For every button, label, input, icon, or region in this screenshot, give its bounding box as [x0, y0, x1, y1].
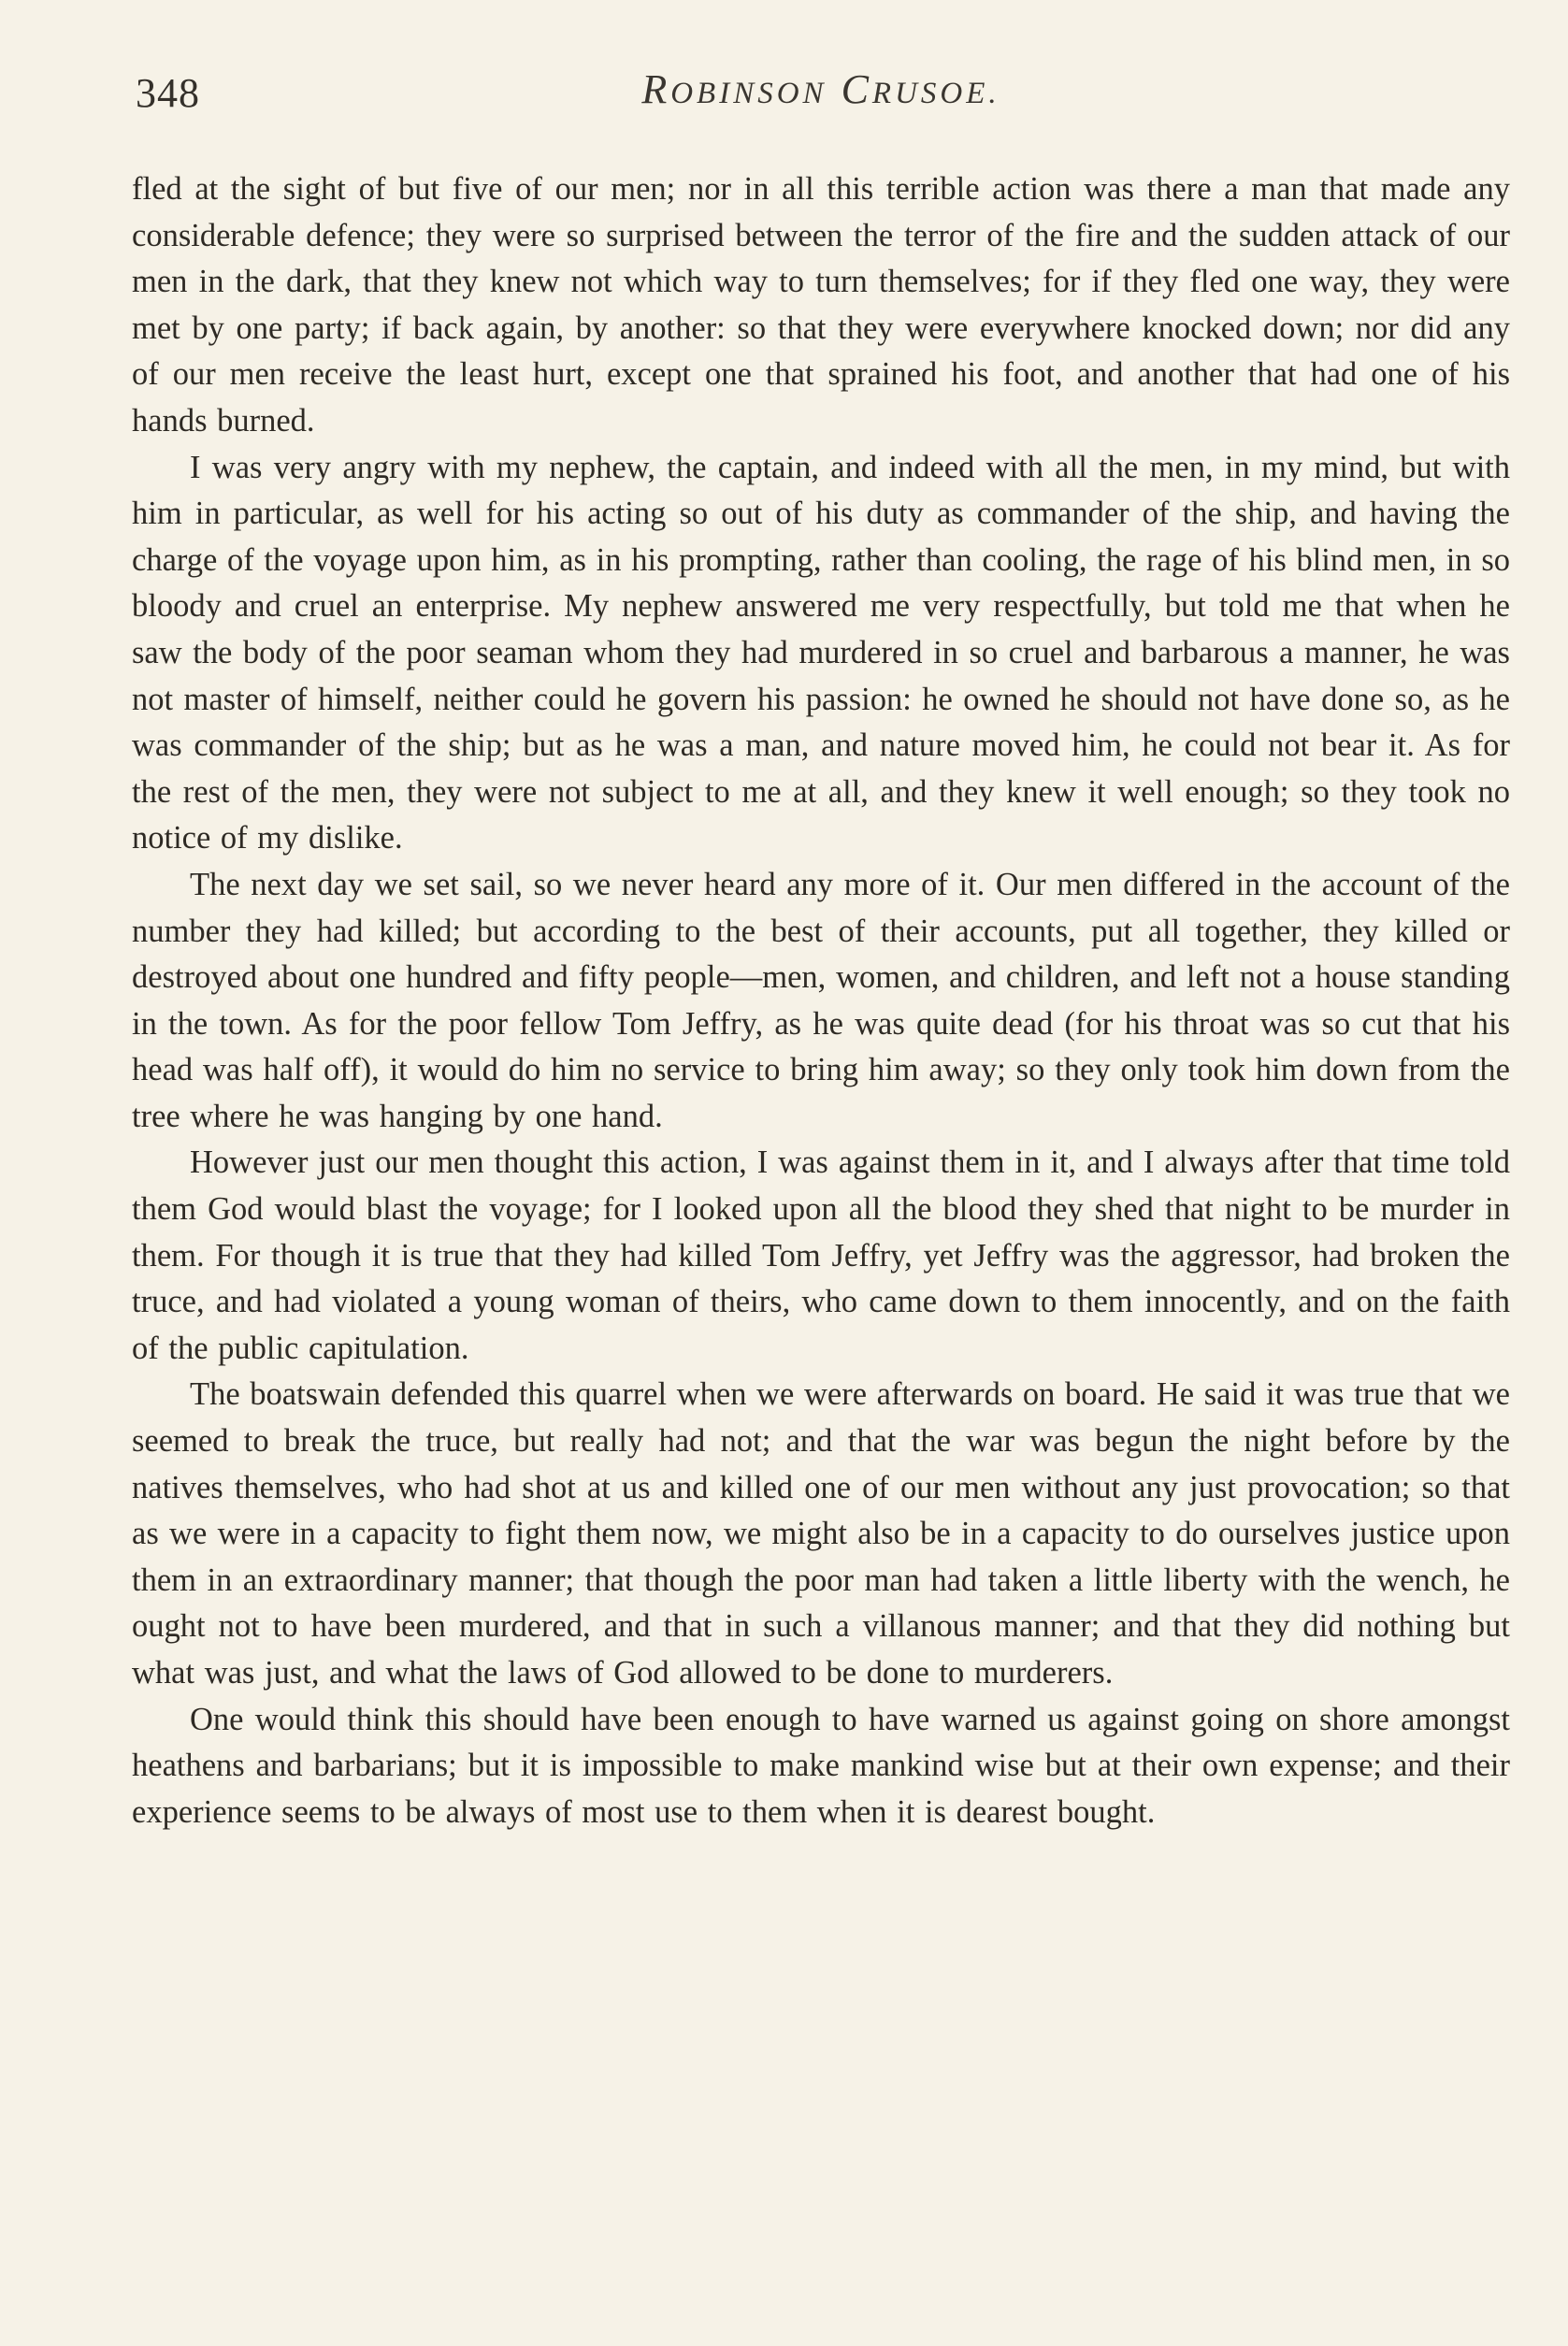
title-space: [827, 66, 842, 112]
title-initial-1: R: [641, 66, 671, 112]
paragraph-3: The next day we set sail, so we never heard any more of it. Our men differed in the account of the number they had killed; but according to the best of their accounts, put all together, they killed or destroyed about one hundred and fifty people—men, women, and children, and left not a house standing in the town. As for the poor fellow Tom Jeffry, as he was quite dead (for his throat was so cut that his head was half off), it would do him no service to bring him away; so they only took him down from the tree where he was hanging by one hand.: [132, 866, 1510, 1134]
body-text: [132, 166, 1510, 1835]
paragraph-2: I was very angry with my nephew, the captain, and indeed with all the men, in my mind, but with him in particular, as well for his acting so out of his duty as commander of the ship, and having the charge of the voyage upon him, as in his prompting, rather than cooling, the rage of his blind men, in so bloody and cruel an enterprise. My nephew answered me very respectfully, but told me that when he saw the body of the poor seaman whom they had murdered in so cruel and barbarous a manner, he was not master of himself, neither could he govern his passion: he owned he should not have done so, as he was commander of the ship; but as he was a man, and nature moved him, he could not bear it. As for the rest of the men, they were not subject to me at all, and they knew it well enough; so they took no notice of my dislike.: [132, 449, 1510, 856]
title-rest-1: OBINSON: [670, 77, 827, 110]
paragraph-5: The boatswain defended this quarrel when we were afterwards on board. He said it was true that we seemed to break the truce, but really had not; and that the war was begun the night before by the natives themselves, who had shot at us and killed one of our men without any just provocation; so that as we were in a capacity to fight them now, we might also be in a capacity to do ourselves justice upon them in an extraordinary manner; that though the poor man had taken a little liberty with the wench, he ought not to have been murdered, and that in such a villanous manner; and that they did nothing but what was just, and what the laws of God allowed to be done to murderers.: [132, 1376, 1510, 1691]
paragraph-1: fled at the sight of but five of our men; nor in all this terrible action was there a man that made any considerable defence; they were so surprised between the terror of the fire and the sudden attack of our men in the dark, that they knew not which way to turn themselves; for if they fled one way, they were met by one party; if back again, by another: so that they were everywhere knocked down; nor did any of our men receive the least hurt, except one that sprained his foot, and another that had one of his hands burned.: [132, 171, 1510, 439]
running-head: [132, 65, 1510, 122]
paragraph-4: However just our men thought this action, I was against them in it, and I always after that time told them God would blast the voyage; for I looked upon all the blood they shed that night to be murder in them. For though it is true that they had killed Tom Jeffry, yet Jeffry was the aggressor, had broken the truce, and had violated a young woman of theirs, who came down to them innocently, and on the faith of the public capitulation.: [132, 1144, 1510, 1366]
running-title: [132, 65, 1510, 113]
title-rest-2: RUSOE.: [871, 77, 1000, 110]
paragraph-6: One would think this should have been enough to have warned us against going on shore amongst heathens and barbarians; but it is impossible to make mankind wise but at their own expense; and their experience seems to be always of most use to them when it is dearest bought.: [132, 1701, 1510, 1830]
page-number: 348: [136, 70, 200, 116]
title-initial-2: C: [841, 66, 872, 112]
